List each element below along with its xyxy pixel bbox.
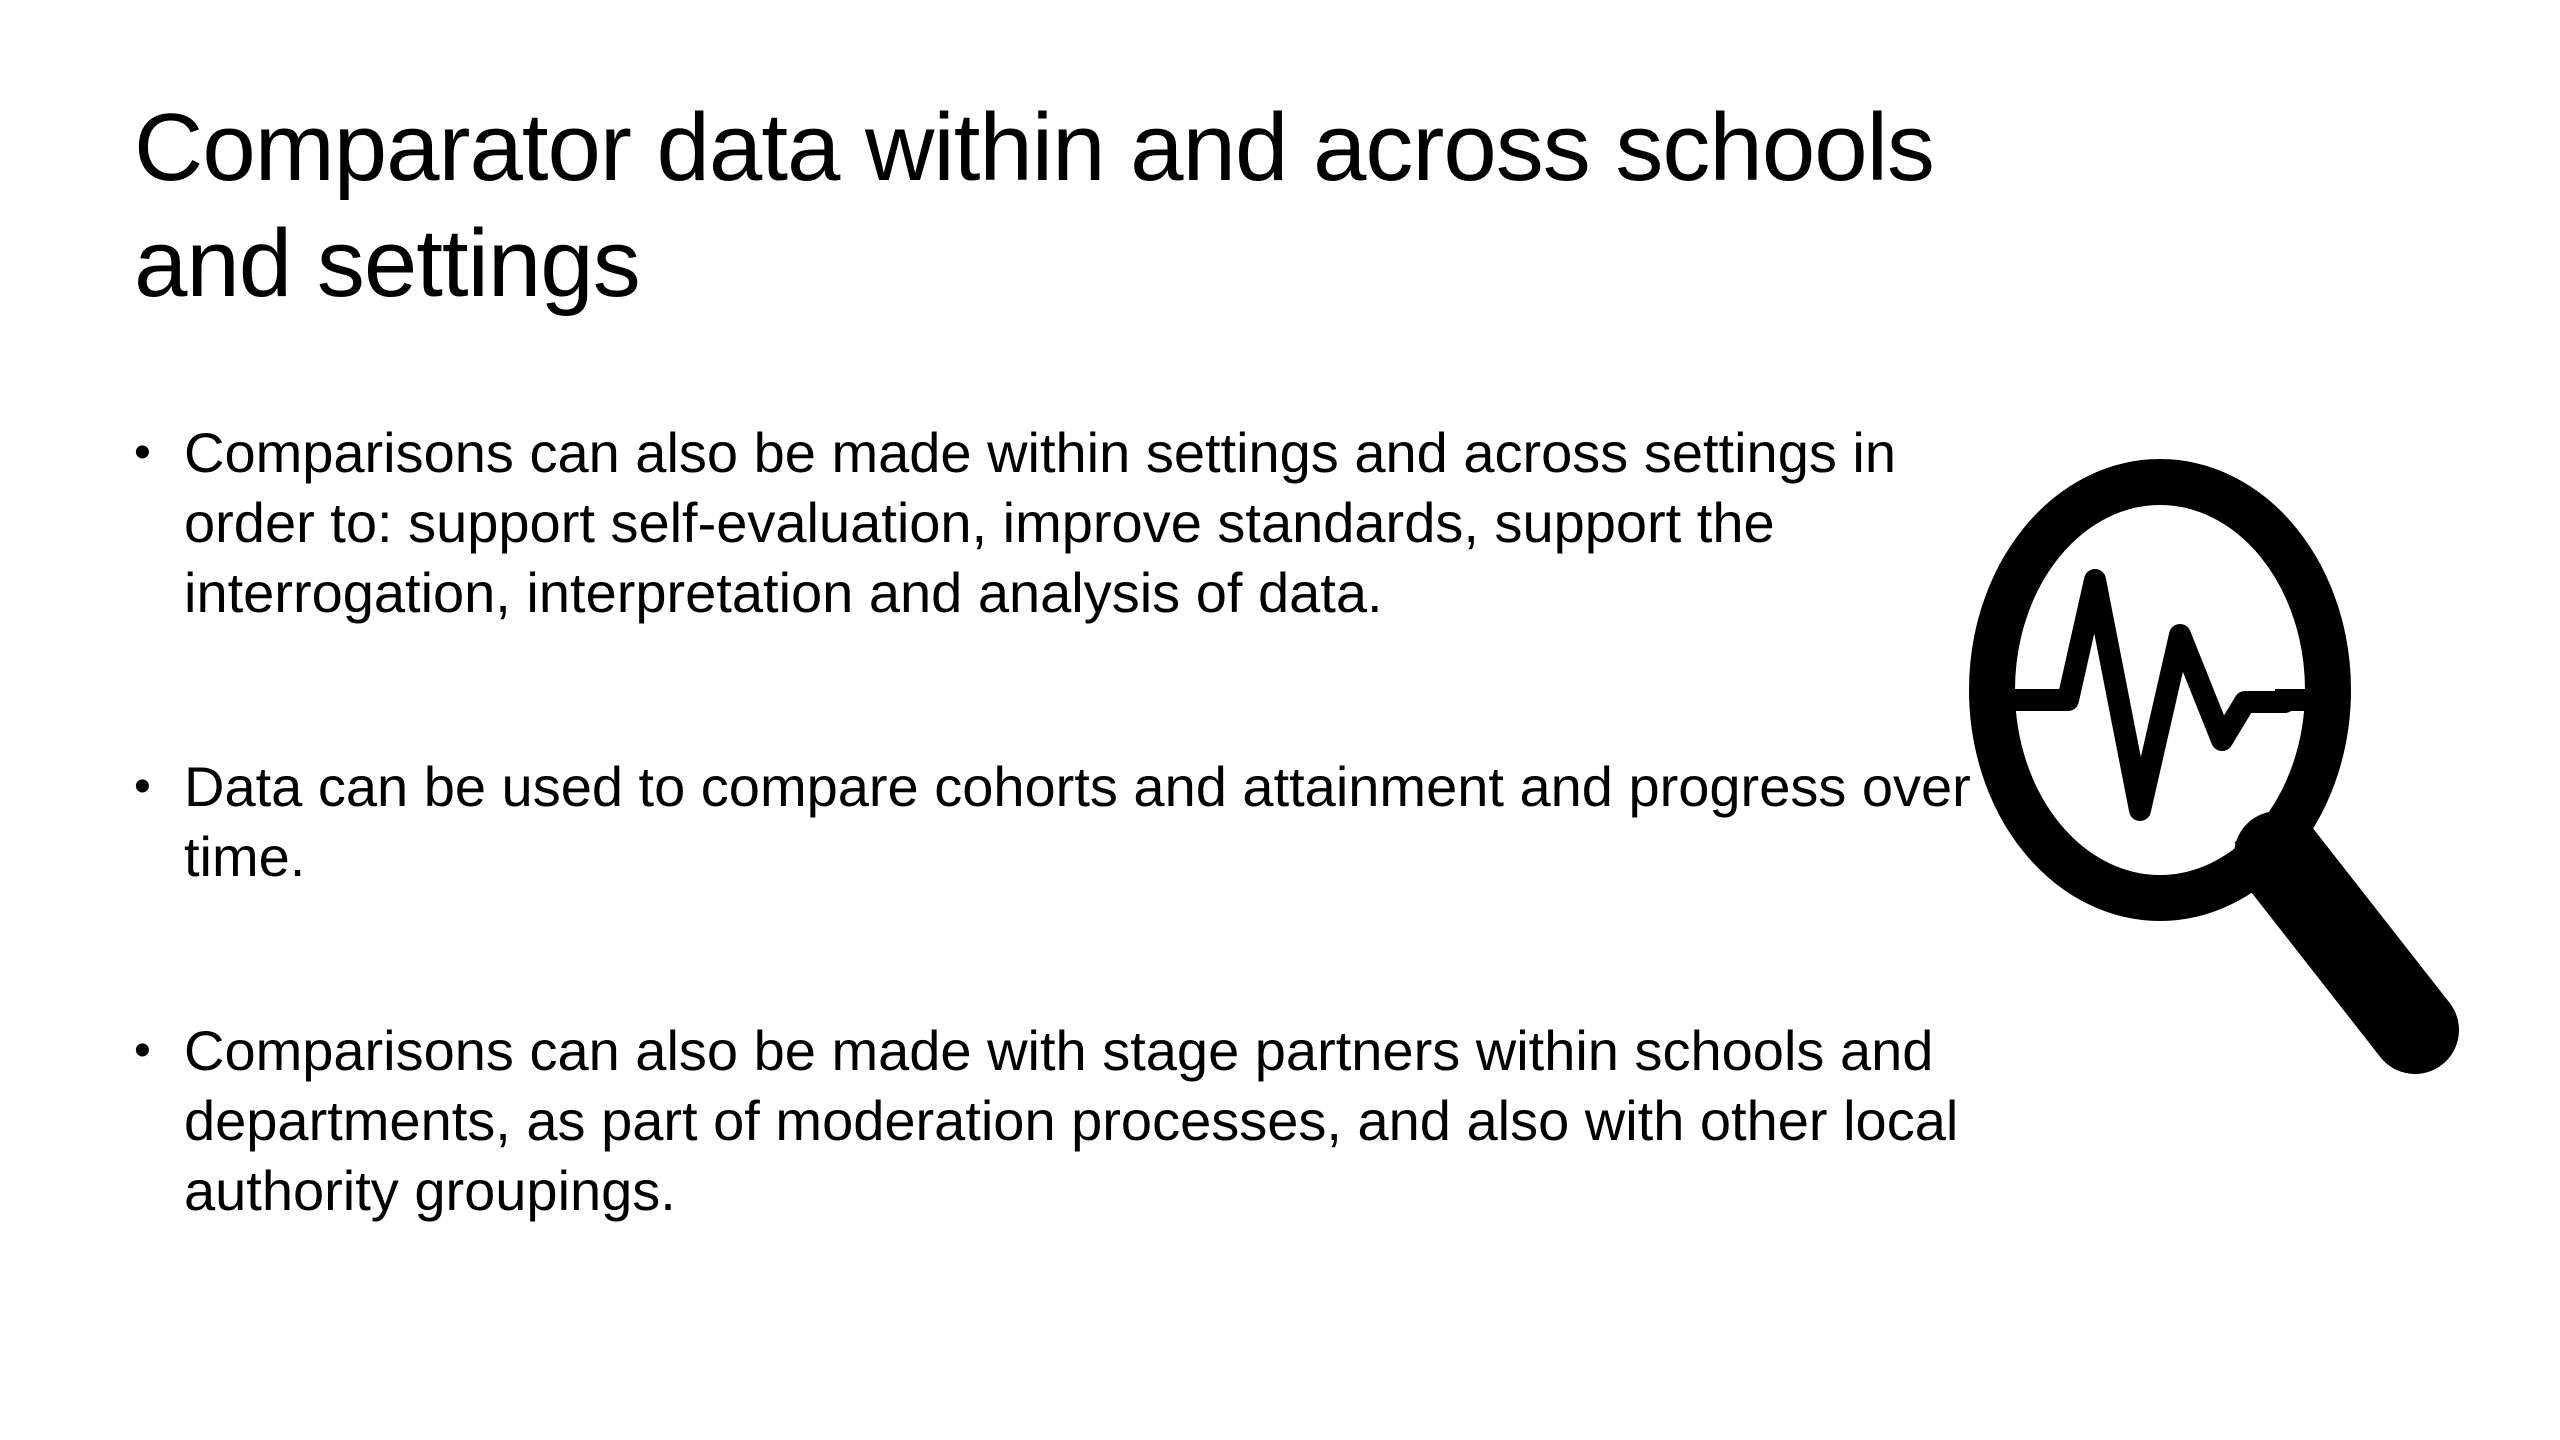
bullet-list: [134, 418, 1994, 1350]
magnifying-glass-pulse-icon: [1960, 440, 2480, 1100]
bullet-item: • Comparisons can also be made with stage partners within schools and departments, as part of moderation processes, and also with other local authority groupings.: [134, 1016, 1994, 1226]
bullet-item: • Comparisons can also be made within settings and across settings in order to: support self-evaluation, improve standards, support the interrogation, interpretation and analysis of data.: [134, 418, 1994, 628]
bullet-item: • Data can be used to compare cohorts and attainment and progress over time.: [134, 752, 1994, 892]
slide-title: Comparator data within and across schools and settings: [134, 94, 1934, 317]
